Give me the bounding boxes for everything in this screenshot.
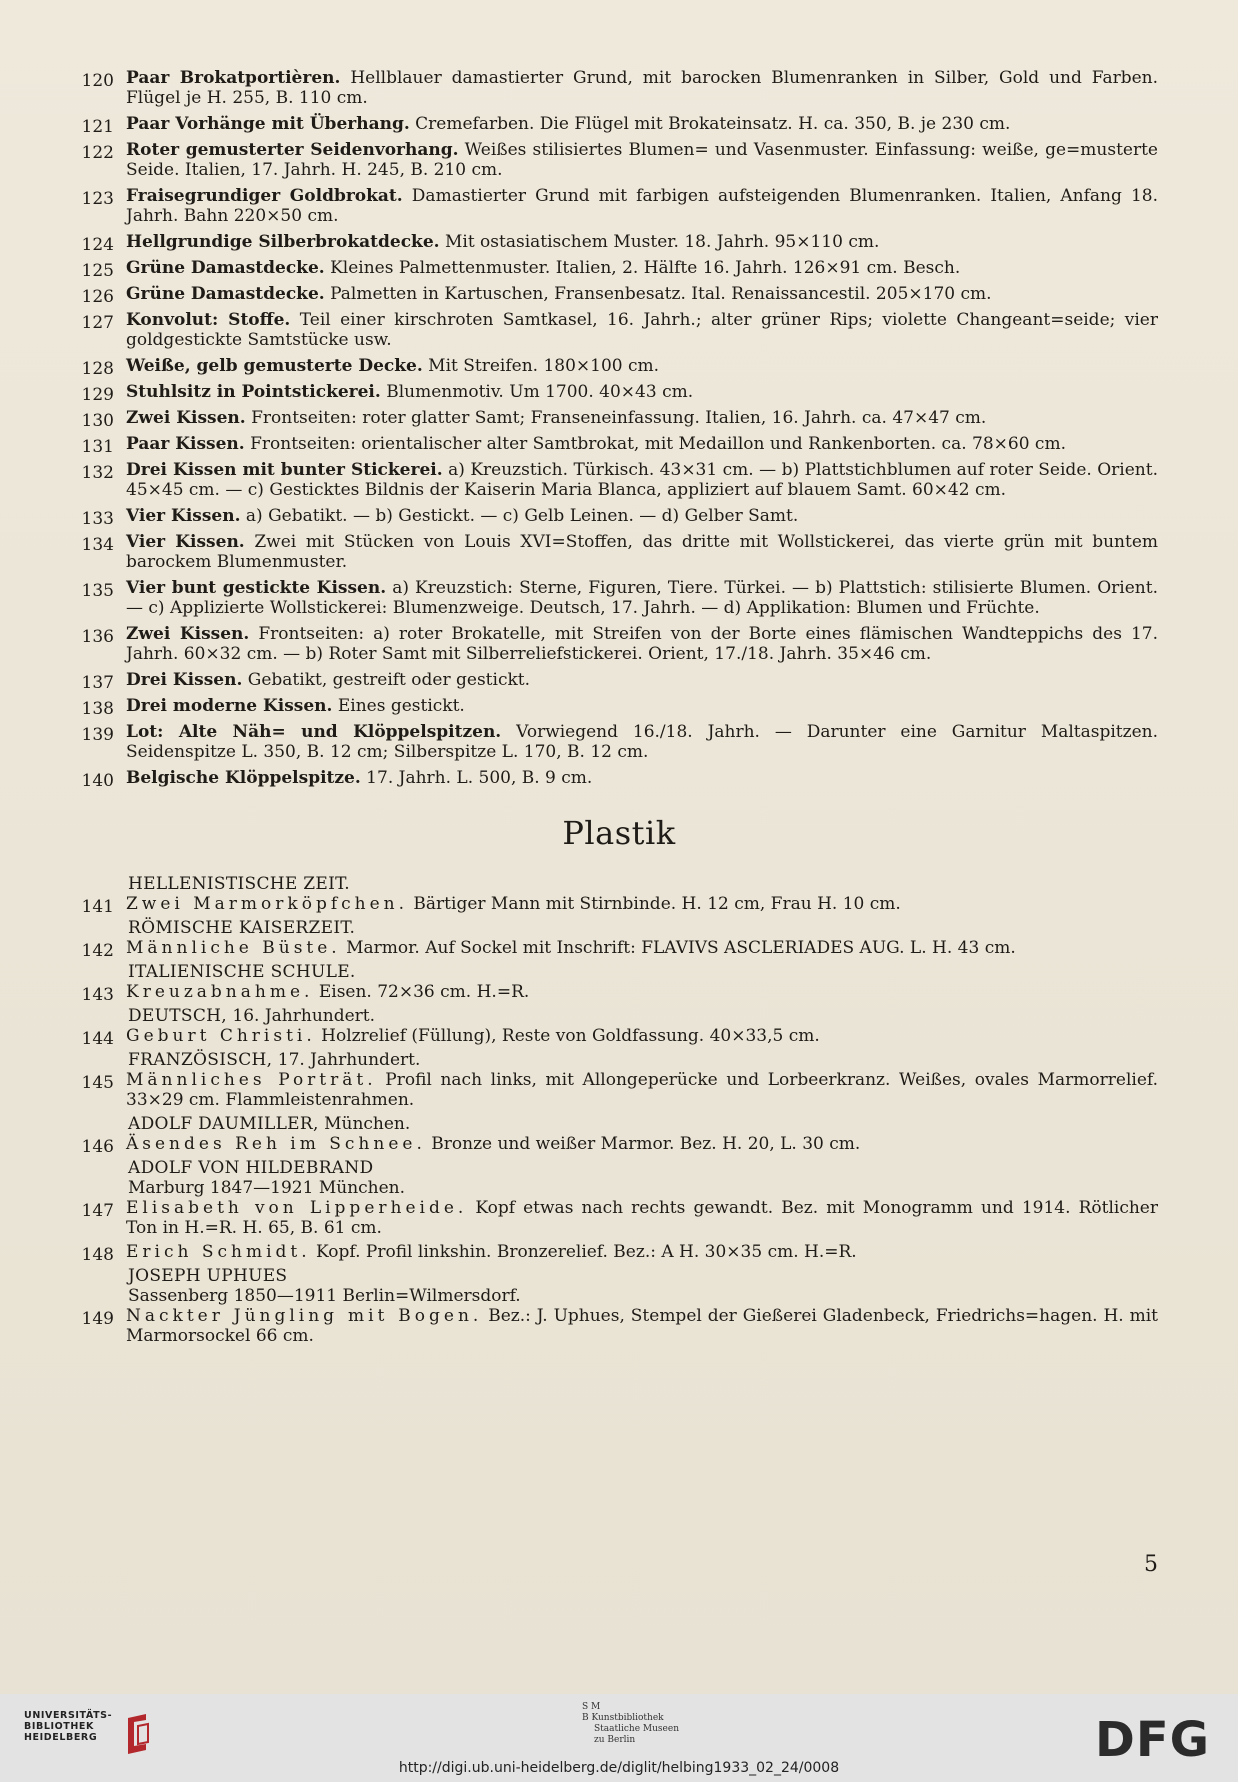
entry-title: Lot: Alte Näh= und Klöppelspitzen.: [126, 722, 502, 742]
section-heading: Plastik: [562, 814, 676, 852]
catalog-entry: [81, 532, 1159, 572]
smb-line-1: S M: [582, 1702, 601, 1712]
artist-name: ADOLF DAUMILLER,: [128, 1114, 319, 1134]
entry-title: Drei moderne Kissen.: [126, 696, 333, 716]
artist-life-dates: Marburg 1847—1921 München.: [128, 1178, 406, 1198]
catalog-entry: [81, 460, 1158, 500]
entry-description: a) Kreuzstich. Türkisch. 43×31 cm. — b) Plattstichblumen auf roter Seide. Orient. 45×45 cm. — c) Gesticktes Bildnis der Kaiserin Maria Blanca, appliziert auf blauem Samt. 60×42 cm.: [126, 460, 1158, 500]
artist-name: ITALIENISCHE SCHULE.: [128, 962, 356, 982]
catalog-entry: [81, 140, 1158, 180]
catalog-entry: [81, 1026, 1158, 1049]
entry-title: Roter gemusterter Seidenvorhang.: [126, 140, 459, 160]
artist-name: FRANZÖSISCH,: [128, 1050, 273, 1070]
lot-number: 140: [81, 771, 114, 791]
entry-title: Männliches Porträt.: [126, 1070, 377, 1090]
catalog-entry: [81, 1070, 1158, 1110]
lot-number: 143: [81, 985, 114, 1005]
smb-line-2: B Kunstbibliothek: [582, 1713, 664, 1723]
footer-bar: [0, 1694, 1238, 1782]
entry-description: Profil nach links, mit Allongeperücke und Lorbeerkranz. Weißes, ovales Marmorrelief. 33×29 cm. Flammleistenrahmen.: [126, 1070, 1158, 1110]
uni-line-1: UNIVERSITÄTS-: [24, 1710, 113, 1721]
entry-description: Palmetten in Kartuschen, Fransenbesatz. Ital. Renaissancestil. 205×170 cm.: [324, 284, 992, 304]
lot-number: 132: [81, 463, 114, 483]
entry-description: Blumenmotiv. Um 1700. 40×43 cm.: [380, 382, 694, 402]
textile-list: [0, 68, 1238, 791]
catalog-entry: [81, 1198, 1158, 1238]
catalog-entry: [81, 284, 1158, 307]
entry-title: Drei Kissen.: [126, 670, 243, 690]
entry-description: Bronze und weißer Marmor. Bez. H. 20, L. 30 cm.: [425, 1134, 861, 1154]
entry-description: Damastierter Grund mit farbigen aufsteigenden Blumenranken. Italien, Anfang 18. Jahrh. Bahn 220×50 cm.: [126, 186, 1158, 226]
catalog-entry: [81, 768, 1158, 791]
catalog-entry: [81, 722, 1159, 762]
entry-title: Drei Kissen mit bunter Stickerei.: [126, 460, 443, 480]
entry-title: Grüne Damastdecke.: [126, 258, 325, 278]
catalog-entry: [81, 186, 1158, 226]
entry-title: Zwei Kissen.: [126, 408, 246, 428]
artist-place-date: 17. Jahrhundert.: [272, 1050, 421, 1070]
uni-line-2: BIBLIOTHEK: [24, 1721, 94, 1732]
artist-place-date: München.: [318, 1114, 411, 1134]
lot-number: 124: [81, 235, 114, 255]
entry-title: Belgische Klöppelspitze.: [126, 768, 361, 788]
catalog-entry: [81, 408, 1158, 431]
artist-name: HELLENISTISCHE ZEIT.: [128, 874, 350, 894]
entry-title: Fraisegrundiger Goldbrokat.: [126, 186, 403, 206]
entry-title: Zwei Marmorköpfchen.: [126, 894, 409, 914]
artist-heading: [128, 1006, 1238, 1026]
lot-number: 134: [81, 535, 114, 555]
entry-description: Teil einer kirschroten Samtkasel, 16. Jahrh.; alter grüner Rips; violette Changeant=seide; vier goldgestickte Samtstücke usw.: [126, 310, 1158, 350]
entry-description: Hellblauer damastierter Grund, mit barocken Blumenranken in Silber, Gold und Farben. Flügel je H. 255, B. 110 cm.: [126, 68, 1158, 108]
lot-number: 137: [81, 673, 114, 693]
catalog-entry: [81, 982, 1158, 1005]
entry-title: Grüne Damastdecke.: [126, 284, 325, 304]
entry-title: Erich Schmidt.: [126, 1242, 311, 1262]
entry-title: Stuhlsitz in Pointstickerei.: [126, 382, 381, 402]
artist-heading: [128, 1114, 1238, 1134]
entry-description: 17. Jahrh. L. 500, B. 9 cm.: [360, 768, 593, 788]
entry-title: Vier Kissen.: [126, 532, 245, 552]
entry-title: Vier bunt gestickte Kissen.: [126, 578, 387, 598]
lot-number: 123: [81, 189, 114, 209]
catalog-entry: [81, 506, 1158, 529]
university-library-logo[interactable]: [24, 1710, 154, 1760]
entry-title: Weiße, gelb gemusterte Decke.: [126, 356, 423, 376]
smb-kunstbibliothek-logo[interactable]: [582, 1702, 679, 1746]
entry-description: Bärtiger Mann mit Stirnbinde. H. 12 cm, Frau H. 10 cm.: [408, 894, 901, 914]
catalog-entry: [81, 310, 1158, 350]
entry-description: Frontseiten: roter glatter Samt; Franseneinfassung. Italien, 16. Jahrh. ca. 47×47 cm.: [245, 408, 987, 428]
entry-description: Mit ostasiatischem Muster. 18. Jahrh. 95×110 cm.: [439, 232, 880, 252]
entry-description: Bez.: J. Uphues, Stempel der Gießerei Gladenbeck, Friedrichs=hagen. H. mit Marmorsockel 66 cm.: [126, 1306, 1158, 1346]
lot-number: 120: [81, 71, 114, 91]
lot-number: 128: [81, 359, 114, 379]
entry-title: Äsendes Reh im Schnee.: [126, 1134, 426, 1154]
artist-place-date: 16. Jahrhundert.: [227, 1006, 376, 1026]
catalog-entry: [81, 232, 1158, 255]
entries-container: [0, 68, 1238, 1350]
catalog-entry: [81, 624, 1158, 664]
artist-heading: [128, 962, 1238, 982]
smb-line-3: Staatliche Museen: [594, 1724, 679, 1734]
entry-description: Weißes stilisiertes Blumen= und Vasenmuster. Einfassung: weiße, ge=musterte Seide. Italien, 17. Jahrh. H. 245, B. 210 cm.: [126, 140, 1158, 180]
entry-title: Vier Kissen.: [126, 506, 241, 526]
lot-number: 145: [81, 1073, 114, 1093]
lot-number: 141: [81, 897, 114, 917]
artist-name: RÖMISCHE KAISERZEIT.: [128, 918, 356, 938]
entry-description: Eines gestickt.: [332, 696, 465, 716]
entry-title: Geburt Christi.: [126, 1026, 316, 1046]
entry-description: Vorwiegend 16./18. Jahrh. — Darunter eine Garnitur Maltaspitzen. Seidenspitze L. 350, B. 12 cm; Silberspitze L. 170, B. 12 cm.: [126, 722, 1159, 762]
entry-title: Zwei Kissen.: [126, 624, 250, 644]
entry-description: Zwei mit Stücken von Louis XVI=Stoffen, das dritte mit Wollstickerei, das vierte grün mit buntem barockem Blumenmuster.: [126, 532, 1159, 572]
lot-number: 133: [81, 509, 114, 529]
entry-title: Paar Vorhänge mit Überhang.: [126, 114, 410, 134]
lot-number: 135: [81, 581, 114, 601]
lot-number: 131: [81, 437, 114, 457]
artist-heading: [128, 918, 1238, 938]
entry-title: Nackter Jüngling mit Bogen.: [126, 1306, 483, 1326]
catalog-entry: [81, 68, 1158, 108]
dfg-logo[interactable]: DFG: [1094, 1712, 1210, 1768]
catalog-entry: [81, 938, 1158, 961]
lot-number: 125: [81, 261, 114, 281]
entry-description: Kopf. Profil linkshin. Bronzerelief. Bez.: A H. 30×35 cm. H.=R.: [310, 1242, 857, 1262]
catalog-entry: [81, 434, 1158, 457]
catalog-entry: [81, 894, 1158, 917]
artist-name: ADOLF VON HILDEBRAND: [128, 1158, 374, 1178]
catalog-entry: [81, 1134, 1158, 1157]
catalog-entry: [81, 382, 1158, 405]
artist-heading: [128, 874, 1238, 894]
catalog-entry: [81, 258, 1158, 281]
entry-description: Gebatikt, gestreift oder gestickt.: [242, 670, 530, 690]
lot-number: 122: [81, 143, 114, 163]
entry-description: Frontseiten: a) roter Brokatelle, mit Streifen von der Borte eines flämischen Wandteppichs des 17. Jahrh. 60×32 cm. — b) Roter Samt mit Silberreliefstickerei. Orient, 17./18. Jahrh. 35×46 cm.: [126, 624, 1158, 664]
entry-title: Paar Kissen.: [126, 434, 245, 454]
entry-title: Kreuzabnahme.: [126, 982, 314, 1002]
page-number: 5: [1144, 1552, 1158, 1577]
artist-heading: [128, 1158, 1238, 1178]
entry-description: Kleines Palmettenmuster. Italien, 2. Hälfte 16. Jahrh. 126×91 cm. Besch.: [324, 258, 961, 278]
entry-description: Marmor. Auf Sockel mit Inschrift: FLAVIVS ASCLERIADES AUG. L. H. 43 cm.: [340, 938, 1016, 958]
lot-number: 139: [81, 725, 114, 745]
lot-number: 146: [81, 1137, 114, 1157]
entry-description: Cremefarben. Die Flügel mit Brokateinsatz. H. ca. 350, B. je 230 cm.: [409, 114, 1011, 134]
entry-description: a) Gebatikt. — b) Gestickt. — c) Gelb Leinen. — d) Gelber Samt.: [240, 506, 799, 526]
university-mark-icon: [124, 1712, 152, 1756]
artist-heading: [128, 1266, 1238, 1286]
catalog-entry: [81, 696, 1158, 719]
lot-number: 127: [81, 313, 114, 333]
entry-description: Frontseiten: orientalischer alter Samtbrokat, mit Medaillon und Rankenborten. ca. 78×60 cm.: [244, 434, 1066, 454]
entry-description: Mit Streifen. 180×100 cm.: [422, 356, 660, 376]
entry-description: Eisen. 72×36 cm. H.=R.: [313, 982, 530, 1002]
entry-description: Kopf etwas nach rechts gewandt. Bez. mit Monogramm und 1914. Rötlicher Ton in H.=R. H. 65, B. 61 cm.: [126, 1198, 1158, 1238]
entry-description: Holzrelief (Füllung), Reste von Goldfassung. 40×33,5 cm.: [315, 1026, 820, 1046]
university-library-text: [24, 1710, 112, 1743]
artist-name: JOSEPH UPHUES: [128, 1266, 288, 1286]
lot-number: 144: [81, 1029, 114, 1049]
entry-title: Männliche Büste.: [126, 938, 341, 958]
entry-title: Hellgrundige Silberbrokatdecke.: [126, 232, 440, 252]
catalog-entry: [81, 670, 1158, 693]
artist-name: DEUTSCH,: [128, 1006, 227, 1026]
catalog-entry: [81, 1242, 1158, 1265]
catalog-entry: [81, 114, 1158, 137]
entry-description: a) Kreuzstich: Sterne, Figuren, Tiere. Türkei. — b) Plattstich: stilisierte Blumen. Orient. — c) Applizierte Wollstickerei: Blumenzweige. Deutsch, 17. Jahrh. — d) Applikation: Blumen und Früchte.: [126, 578, 1158, 618]
artist-heading: [128, 1050, 1238, 1070]
uni-line-3: HEIDELBERG: [24, 1732, 98, 1743]
lot-number: 142: [81, 941, 114, 961]
catalog-entry: [81, 578, 1158, 618]
smb-line-4: zu Berlin: [594, 1735, 636, 1745]
entry-title: Paar Brokatportièren.: [126, 68, 341, 88]
source-url[interactable]: http://digi.ub.uni-heidelberg.de/diglit/helbing1933_02_24/0008: [398, 1760, 840, 1776]
artist-life-dates: Sassenberg 1850—1911 Berlin=Wilmersdorf.: [128, 1286, 521, 1306]
lot-number: 130: [81, 411, 114, 431]
lot-number: 129: [81, 385, 114, 405]
entry-title: Elisabeth von Lipperheide.: [126, 1198, 468, 1218]
catalog-entry: [81, 356, 1158, 379]
lot-number: 121: [81, 117, 114, 137]
lot-number: 149: [81, 1309, 114, 1329]
lot-number: 138: [81, 699, 114, 719]
catalog-entry: [81, 1306, 1158, 1346]
lot-number: 136: [81, 627, 114, 647]
sculpture-list: [0, 874, 1238, 1346]
lot-number: 148: [81, 1245, 114, 1265]
lot-number: 147: [81, 1201, 114, 1221]
entry-title: Konvolut: Stoffe.: [126, 310, 291, 330]
lot-number: 126: [81, 287, 114, 307]
